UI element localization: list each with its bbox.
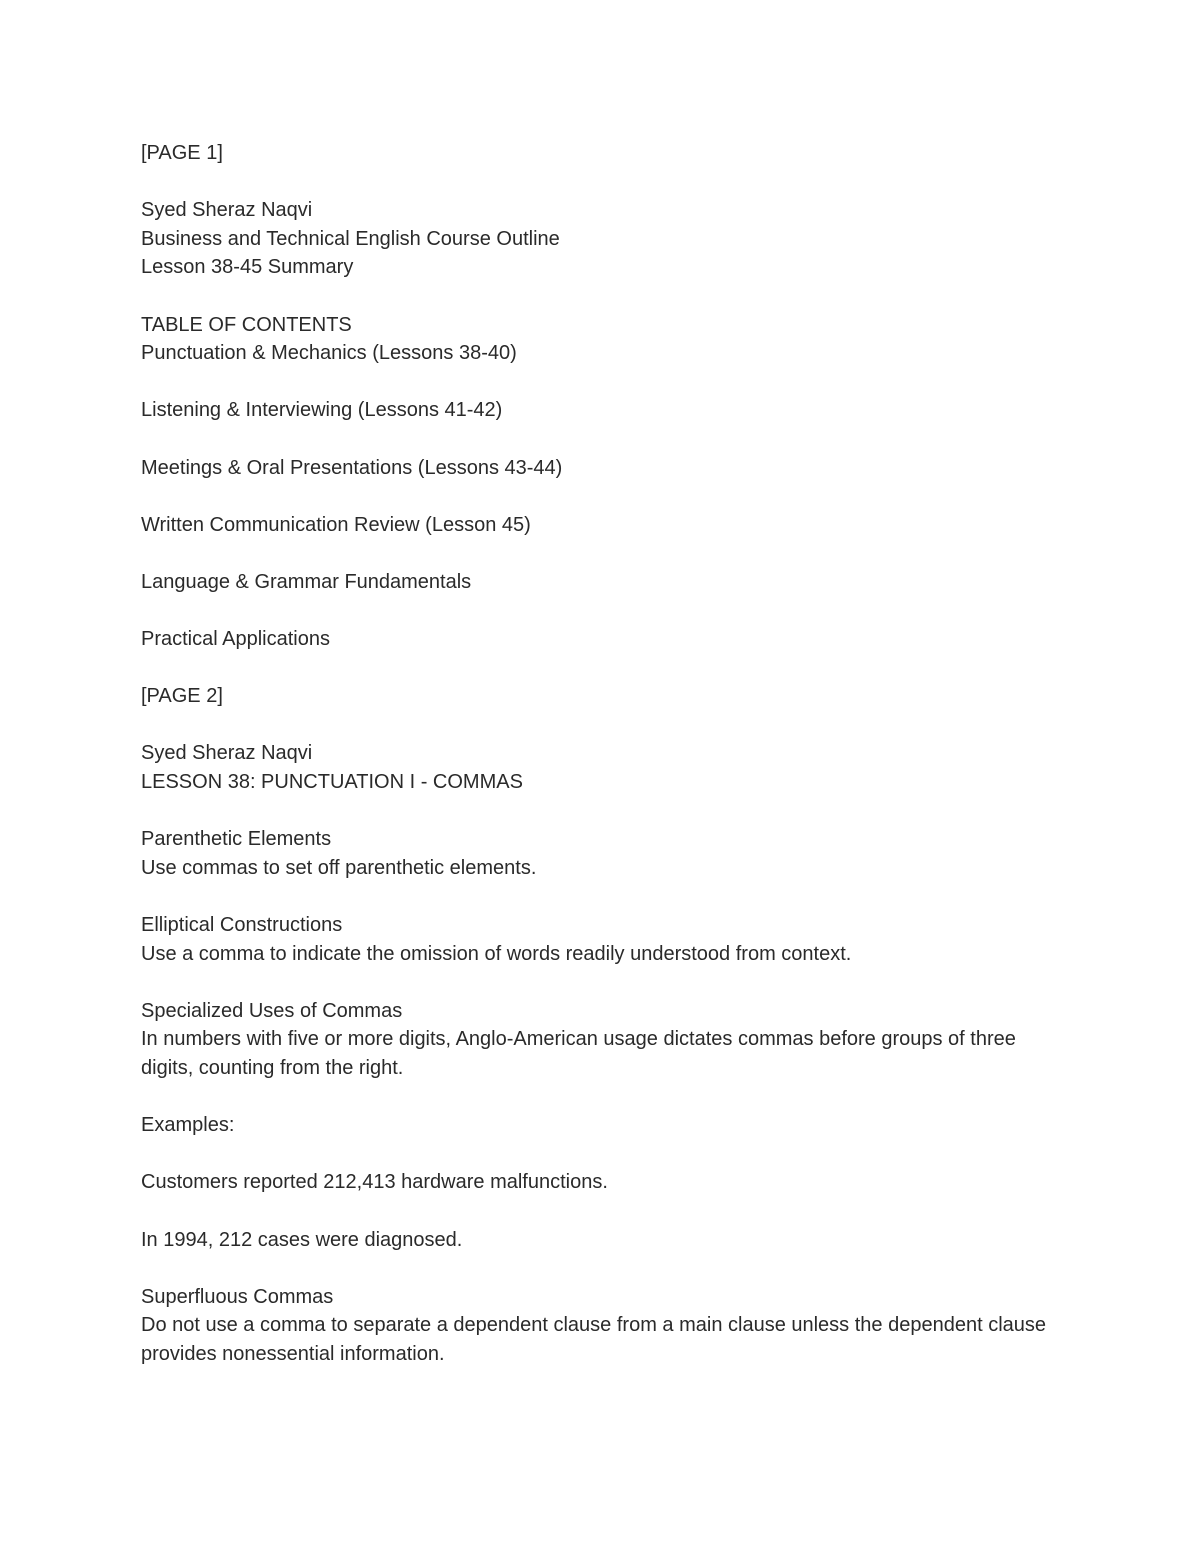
spacer: [141, 1083, 1061, 1112]
section-body: Use a comma to indicate the omission of words readily understood from context.: [141, 942, 852, 965]
example-item: Customers reported 212,413 hardware malfunctions.: [141, 1171, 608, 1194]
spacer: [141, 168, 1061, 197]
toc-item: Listening & Interviewing (Lessons 41-42): [141, 399, 503, 422]
spacer: [141, 797, 1061, 826]
lesson-title: LESSON 38: PUNCTUATION I - COMMAS: [141, 771, 523, 794]
examples-label: Examples:: [141, 1114, 235, 1137]
toc-item: Written Communication Review (Lesson 45): [141, 513, 531, 536]
author-name: Syed Sheraz Naqvi: [141, 742, 313, 765]
toc-item: Punctuation & Mechanics (Lessons 38-40): [141, 342, 517, 365]
toc-item: Language & Grammar Fundamentals: [141, 570, 472, 593]
spacer: [141, 282, 1061, 311]
spacer: [141, 654, 1061, 683]
spacer: [141, 597, 1061, 626]
section-heading: Elliptical Constructions: [141, 914, 343, 937]
toc-item: Practical Applications: [141, 628, 330, 651]
page-marker-2: [PAGE 2]: [141, 685, 223, 708]
section-body: Use commas to set off parenthetic elements.: [141, 856, 537, 879]
spacer: [141, 968, 1061, 997]
example-item: In 1994, 212 cases were diagnosed.: [141, 1228, 463, 1251]
section-body: In numbers with five or more digits, Anglo-American usage dictates commas before groups of three digits, counting from the right.: [141, 1028, 1016, 1079]
section-heading: Superfluous Commas: [141, 1285, 334, 1308]
toc-heading: TABLE OF CONTENTS: [141, 313, 352, 336]
toc-item: Meetings & Oral Presentations (Lessons 43-44): [141, 456, 563, 479]
page-marker-1: [PAGE 1]: [141, 142, 223, 164]
spacer: [141, 711, 1061, 740]
section-body: Do not use a comma to separate a dependent clause from a main clause unless the dependent clause provides nonessential information.: [141, 1314, 1047, 1365]
author-name: Syed Sheraz Naqvi: [141, 199, 313, 222]
spacer: [141, 425, 1061, 454]
spacer: [141, 1254, 1061, 1283]
spacer: [141, 882, 1061, 911]
spacer: [141, 482, 1061, 511]
document-subtitle: Lesson 38-45 Summary: [141, 256, 354, 279]
spacer: [141, 1197, 1061, 1226]
course-title: Business and Technical English Course Outline: [141, 227, 560, 250]
spacer: [141, 1140, 1061, 1169]
document-content: [141, 139, 1061, 1369]
section-heading: Parenthetic Elements: [141, 828, 332, 851]
section-heading: Specialized Uses of Commas: [141, 999, 403, 1022]
spacer: [141, 368, 1061, 397]
spacer: [141, 539, 1061, 568]
